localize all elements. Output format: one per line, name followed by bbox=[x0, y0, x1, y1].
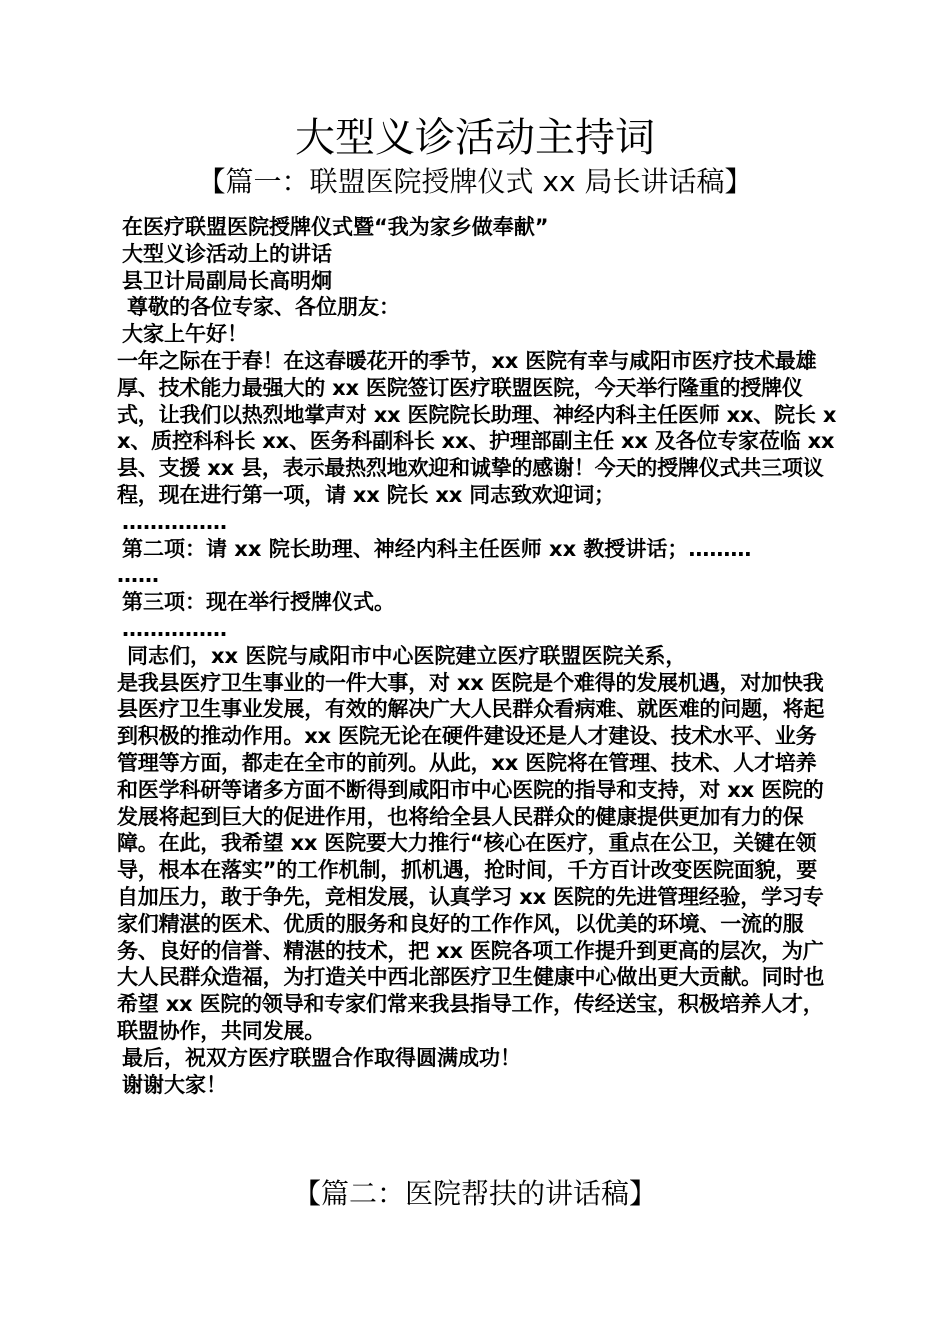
paragraph: 大型义诊活动上的讲话 bbox=[122, 241, 332, 266]
speech-body bbox=[117, 214, 837, 1098]
paragraph: …………… bbox=[122, 509, 227, 534]
paragraph: 同志们，xx 医院与咸阳市中心医院建立医疗联盟医院关系， bbox=[127, 643, 687, 668]
paragraph: …… bbox=[117, 563, 159, 588]
paragraph: 第二项：请 xx 院长助理、神经内科主任医师 xx 教授讲话；……… bbox=[122, 536, 752, 561]
paragraph: 在医疗联盟医院授牌仪式暨“我为家乡做奉献” bbox=[122, 215, 549, 239]
paragraph: 谢谢大家！ bbox=[122, 1072, 227, 1097]
paragraph: 尊敬的各位专家、各位朋友： bbox=[127, 295, 400, 320]
paragraph: 最后，祝双方医疗联盟合作取得圆满成功！ bbox=[122, 1045, 521, 1070]
section-heading-1: 【篇一：联盟医院授牌仪式 xx 局长讲话稿】 bbox=[197, 165, 753, 198]
paragraph: …………… bbox=[122, 616, 227, 641]
paragraph: 第三项：现在举行授牌仪式。 bbox=[122, 590, 395, 615]
paragraph: 大家上午好！ bbox=[122, 322, 248, 347]
paragraph: 是我县医疗卫生事业的一件大事，对 xx 医院是个难得的发展机遇，对加快我县医疗卫生事业发展，有效的解决广大人民群众看病难、就医难的问题，将起到积极的推动作用。xx 医院无论在硬件建设还是人才建设、技术水平、业务管理等方面，都走在全市的前列。从此，xx 医院将在管理、技术、人才培养和医学科研等诸多方面不断得到咸阳市中心医院的指导和支持，对 xx 医院的发展将起到巨大的促进作用，也将给全县人民群众的健康提供更加有力的保障。在此，我希望 xx 医院要大力推行“核心在医疗，重点在公卫，关键在领导，根本在落实”的工作机制，抓机遇，抢时间，千方百计改变医院面貌，要自加压力，敢于争先，竞相发展，认真学习 xx 医院的先进管理经验，学习专家们精湛的医术、优质的服务和良好的工作作风，以优美的环境、一流的服务、良好的信誉、精湛的技术，把 xx 医院各项工作提升到更高的层次，为广大人民群众造福，为打造关中西北部医疗卫生健康中心做出更大贡献。同时也希望 xx 医院的领导和专家们常来我县指导工作，传经送宝，积极培养人才，联盟协作，共同发展。 bbox=[117, 670, 825, 1043]
paragraph: 县卫计局副局长高明炯 bbox=[122, 268, 332, 293]
document-title: 大型义诊活动主持词 bbox=[295, 115, 655, 161]
section-heading-2: 【篇二：医院帮扶的讲话稿】 bbox=[292, 1177, 657, 1210]
paragraph: 一年之际在于春！在这春暖花开的季节，xx 医院有幸与咸阳市医疗技术最雄厚、技术能力最强大的 xx 医院签订医疗联盟医院，今天举行隆重的授牌仪式，让我们以热烈地掌声对 xx 医院院长助理、神经内科主任医师 xx、院长 xx、质控科科长 xx、医务科副科长 xx、护理部副主任 xx 及各位专家莅临 xx 县、支援 xx 县，表示最热烈地欢迎和诚挚的感谢！今天的授牌仪式共三项议程，现在进行第一项，请 xx 院长 xx 同志致欢迎词； bbox=[117, 348, 837, 507]
